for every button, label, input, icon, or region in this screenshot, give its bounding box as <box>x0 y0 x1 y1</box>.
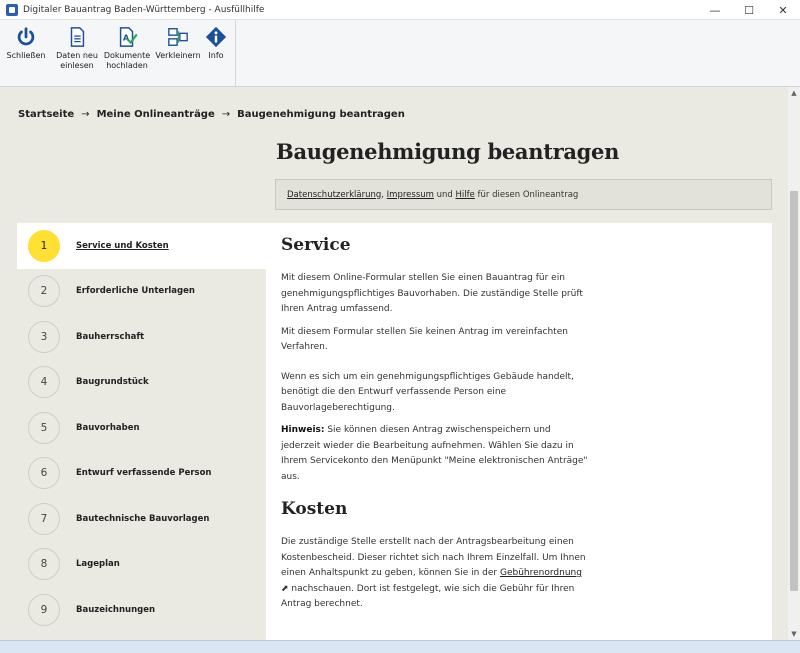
step-label: Bauzeichnungen <box>76 604 156 615</box>
step-label: Lageplan <box>76 559 120 570</box>
step-navigation <box>17 223 266 633</box>
app-icon <box>6 4 18 16</box>
svg-text:A: A <box>122 32 130 43</box>
page-title: Baugenehmigung beantragen <box>276 139 620 164</box>
step-label: Baugrundstück <box>76 377 149 388</box>
links-suffix: für diesen Onlineantrag <box>477 189 579 200</box>
help-link[interactable]: Hilfe <box>455 189 475 200</box>
reload-data-button[interactable] <box>56 26 98 71</box>
document-icon <box>66 26 88 48</box>
links-comma: , <box>381 189 384 200</box>
kosten-heading: Kosten <box>281 499 348 519</box>
power-icon <box>15 26 37 48</box>
breadcrumb-home[interactable]: Startseite <box>18 109 75 120</box>
step-bautechnische-bauvorlagen[interactable] <box>17 496 266 542</box>
vertical-scrollbar[interactable] <box>788 87 800 640</box>
service-paragraph-2: Mit diesem Formular stellen Sie keinen Antrag im vereinfachten Verfahren. <box>281 326 568 352</box>
kosten-paragraph <box>281 535 591 613</box>
step-bauherrschaft[interactable] <box>17 314 266 360</box>
step-number: 5 <box>28 412 60 444</box>
upload-documents-button[interactable] <box>104 26 150 71</box>
step-number: 3 <box>28 321 60 353</box>
imprint-link[interactable]: Impressum <box>386 189 434 200</box>
shrink-label: Verkleinern <box>155 51 201 60</box>
service-paragraph-1: Mit diesem Online-Formular stellen Sie einen Bauantrag für ein genehmigungspflichtiges Bauvorhaben. Die zuständige Stelle prüft Ihren Antrag umfassend. <box>281 273 583 314</box>
scrollbar-thumb[interactable] <box>790 191 798 591</box>
kosten-text-before: Die zuständige Stelle erstellt nach der Antragsbearbeitung einen Kostenbescheid. Dieser richtet sich nach Ihrem Einzelfall. Um Ihnen einen Anhaltspunkt zu geben, können Sie in der <box>281 537 586 578</box>
close-app-button[interactable] <box>8 26 44 61</box>
step-bauvorhaben[interactable] <box>17 405 266 451</box>
info-button[interactable] <box>203 26 229 61</box>
window-controls <box>698 0 800 20</box>
close-app-label: Schließen <box>6 51 46 60</box>
step-number: 4 <box>28 366 60 398</box>
step-number: 2 <box>28 275 60 307</box>
step-number: 6 <box>28 457 60 489</box>
service-hint <box>281 423 591 485</box>
step-baugrundstueck[interactable] <box>17 360 266 406</box>
scroll-up-icon[interactable]: ▲ <box>791 89 797 97</box>
main-panel <box>266 223 772 640</box>
step-number: 1 <box>28 230 60 262</box>
step-label: Bauherrschaft <box>76 331 145 342</box>
step-bauzeichnungen[interactable] <box>17 587 266 633</box>
step-number: 7 <box>28 503 60 535</box>
step-lageplan[interactable] <box>17 542 266 588</box>
info-icon <box>205 26 227 48</box>
window-title: Digitaler Bauantrag Baden-Württemberg - Ausfüllhilfe <box>23 4 265 15</box>
step-label: Erforderliche Unterlagen <box>76 286 195 297</box>
external-link-icon: ⬈ <box>281 583 289 594</box>
fee-schedule-link[interactable]: Gebührenordnung <box>499 568 582 578</box>
hint-label: Hinweis: <box>281 425 325 435</box>
kosten-text-after: nachschauen. Dort ist festgelegt, wie sich die Gebühr für Ihren Antrag berechnet. <box>281 583 575 609</box>
step-label: Bauvorhaben <box>76 422 140 433</box>
breadcrumb-arrow-icon: → <box>221 109 231 120</box>
title-bar <box>0 0 800 20</box>
info-links-box <box>275 179 772 210</box>
ribbon-group <box>0 20 236 86</box>
breadcrumb-arrow-icon: → <box>81 109 90 120</box>
step-service-und-kosten[interactable] <box>17 223 266 269</box>
shrink-button[interactable] <box>156 26 200 61</box>
step-label: Service und Kosten <box>76 240 169 251</box>
step-number: 8 <box>28 548 60 580</box>
privacy-link[interactable]: Datenschutzerklärung <box>287 189 382 200</box>
reload-data-label: Daten neu einlesen <box>56 51 98 70</box>
content-area <box>0 87 788 640</box>
document-check-icon <box>116 26 138 48</box>
service-heading: Service <box>281 235 351 255</box>
breadcrumb-current: Baugenehmigung beantragen <box>237 109 405 120</box>
info-label: Info <box>208 51 224 60</box>
step-label: Entwurf verfassende Person <box>76 468 212 479</box>
breadcrumb-online-applications[interactable]: Meine Onlineanträge <box>96 109 215 120</box>
shrink-icon <box>167 26 189 48</box>
step-label: Bautechnische Bauvorlagen <box>76 513 210 524</box>
maximize-button[interactable]: ☐ <box>744 3 754 17</box>
step-number: 9 <box>28 594 60 626</box>
step-erforderliche-unterlagen[interactable] <box>17 269 266 315</box>
close-button[interactable]: ✕ <box>778 3 788 17</box>
scroll-down-icon[interactable]: ▼ <box>791 630 797 638</box>
links-and: und <box>436 189 453 200</box>
status-bar <box>0 640 800 653</box>
upload-documents-label: Dokumente hochladen <box>103 51 151 70</box>
step-entwurf-verfassende-person[interactable] <box>17 451 266 497</box>
hint-text: Sie können diesen Antrag zwischenspeichern und jederzeit wieder die Bearbeitung aufnehmen. Wählen Sie dazu in Ihrem Servicekonto den Menüpunkt "Meine elektronischen Anträge" aus. <box>281 425 588 482</box>
service-paragraph-3: Wenn es sich um ein genehmigungspflichtiges Gebäude handelt, benötigt die den Entwurf verfassende Person eine Bauvorlageberechtigung. <box>281 371 574 413</box>
ribbon-toolbar <box>0 20 800 87</box>
minimize-button[interactable]: — <box>709 3 721 17</box>
breadcrumb <box>18 109 405 120</box>
